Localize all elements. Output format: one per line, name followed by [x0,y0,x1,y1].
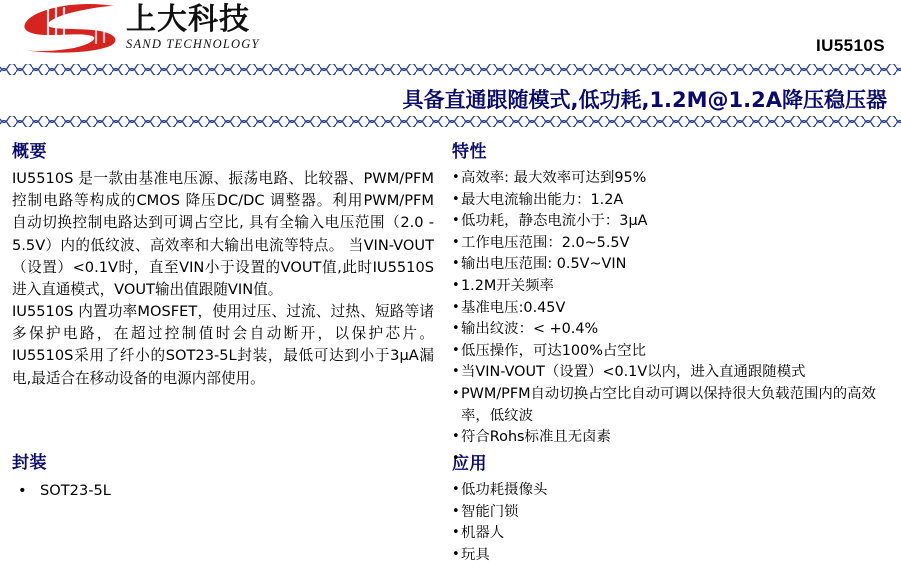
features-column [444,137,891,566]
list-item: • 机器人 [452,523,891,545]
list-item: • SOT23-5L [12,479,434,502]
list-item: • 玩具 [452,545,891,567]
package-list [12,479,434,502]
list-item: • 符合Rohs标准且无卤素 [452,427,891,449]
features-list [452,168,891,449]
list-item: • 当VIN-VOUT（设置）<0.1V以内，进入直通跟随模式 [452,362,891,384]
logo-english-name: SAND TECHNOLOGY [126,36,260,51]
applications-heading: 应用 [452,453,487,474]
list-item: • 高效率: 最大效率可达到95% [452,168,891,190]
part-number: IU5510S [816,36,885,55]
list-item: • 低功耗，静态电流小于：3μA [452,211,891,233]
list-item: • 低压操作，可达100%占空比 [452,341,891,363]
company-logo [18,2,260,54]
overview-paragraph-2: IU5510S 内置功率MOSFET，使用过压、过流、过热、短路等诸多保护电路，在超过控制值时会自动断开，以保护芯片。IU5510S采用了纤小的SOT23-5L封装，最低可达到小于3μA漏电,最适合在移动设备的电源内部使用。 [12,303,434,387]
s-logo-icon [18,2,122,54]
list-item: • 最大电流输出能力：1.2A [452,190,891,212]
overview-column [12,137,444,566]
list-item: • 工作电压范围：2.0~5.5V [452,233,891,255]
package-section [12,448,434,502]
list-item: • PWM/PFM自动切换占空比自动可调以保持很大负载范围内的高效率，低纹波 [452,384,891,427]
list-item: • 低功耗摄像头 [452,480,891,502]
document-title: 具备直通跟随模式,低功耗,1.2M@1.2A降压稳压器 [402,88,887,112]
list-item: • 输出电压范围: 0.5V~VIN [452,254,891,276]
list-item: • 基准电压:0.45V [452,298,891,320]
overview-paragraph-1: IU5510S 是一款由基准电压源、振荡电路、比较器、PWM/PFM 控制电路等构成的CMOS 降压DC/DC 调整器。利用PWM/PFM 自动切换控制电路达到可调占空比, 具有全输入电压范围（2.0 - 5.5V）内的低纹波、高效率和大输出电流等特点。 当VIN-VOUT（设置）<0.1V时，直至VIN小于设置的VOUT值,此时IU5510S进入直通模式，VOUT输出值跟随VIN值。 [12,170,434,298]
features-heading: 特性 [452,142,487,162]
list-item: • 智能门锁 [452,502,891,524]
page-header [0,0,901,62]
wave-divider-bottom [0,116,901,127]
list-item: • 1.2M开关频率 [452,276,891,298]
logo-wordmark [126,4,260,52]
content-columns [0,127,901,566]
applications-list [452,480,891,566]
wave-divider-top [0,64,901,75]
package-heading: 封装 [12,452,47,473]
logo-chinese-name: 上大科技 [126,2,250,38]
overview-heading: 概要 [12,142,47,162]
list-item: • 输出纹波：< +0.4% [452,319,891,341]
